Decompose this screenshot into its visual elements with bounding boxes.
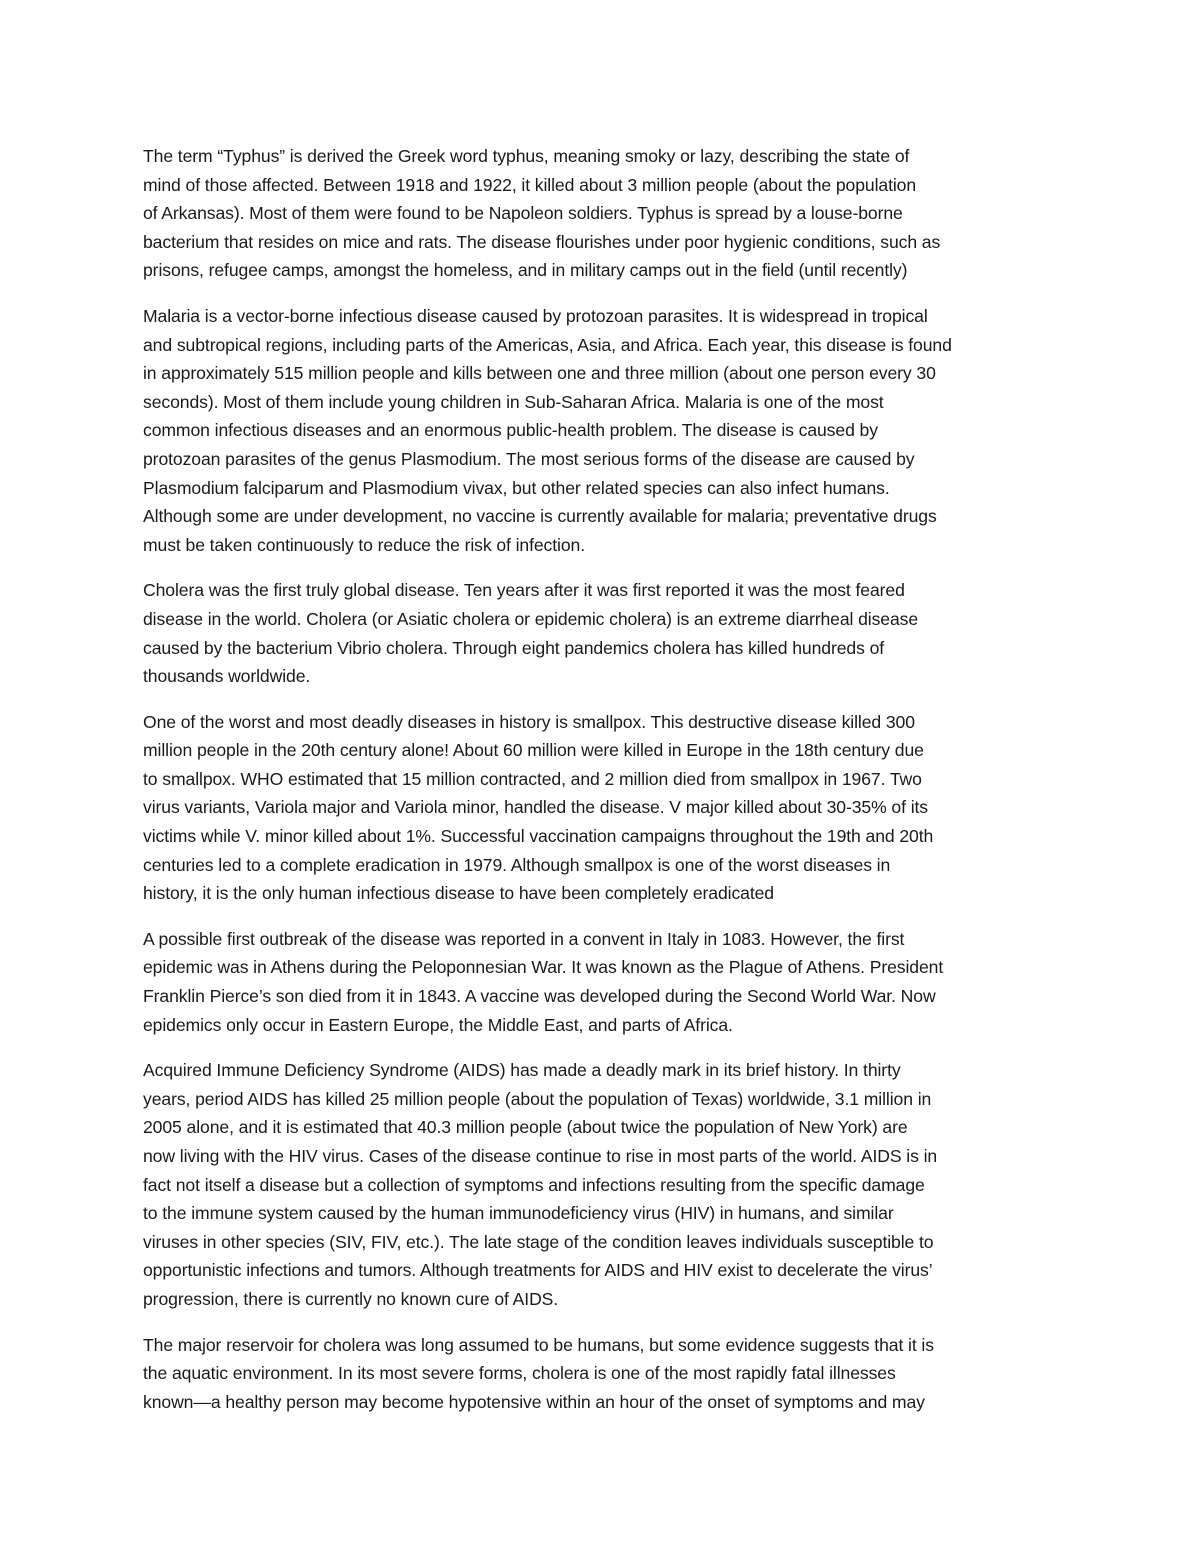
text-line: protozoan parasites of the genus Plasmodium. The most serious forms of the disease are caused by bbox=[143, 448, 915, 469]
text-line: Malaria is a vector-borne infectious disease caused by protozoan parasites. It is widespread in tropical bbox=[143, 305, 928, 326]
text-line: opportunistic infections and tumors. Although treatments for AIDS and HIV exist to decelerate the virus’ bbox=[143, 1260, 933, 1281]
text-line: victims while V. minor killed about 1%. Successful vaccination campaigns throughout the 19th and 20th bbox=[143, 826, 934, 847]
text-line: common infectious diseases and an enormous public-health problem. The disease is caused by bbox=[143, 420, 878, 441]
text-line: progression, there is currently no known cure of AIDS. bbox=[143, 1288, 559, 1309]
text-line: 2005 alone, and it is estimated that 40.3 million people (about twice the population of New York) are bbox=[143, 1117, 908, 1138]
text-line: of Arkansas). Most of them were found to be Napoleon soldiers. Typhus is spread by a louse-borne bbox=[143, 203, 903, 224]
text-line: prisons, refugee camps, amongst the homeless, and in military camps out in the field (until recently) bbox=[143, 260, 908, 281]
paragraph-malaria bbox=[143, 302, 1055, 559]
text-line: years, period AIDS has killed 25 million people (about the population of Texas) worldwide, 3.1 million in bbox=[143, 1088, 932, 1109]
text-line: history, it is the only human infectious disease to have been completely eradicated bbox=[143, 883, 774, 904]
paragraph-typhus bbox=[143, 142, 1055, 285]
text-line: Plasmodium falciparum and Plasmodium vivax, but other related species can also infect humans. bbox=[143, 477, 890, 498]
text-line: The term “Typhus” is derived the Greek word typhus, meaning smoky or lazy, describing the state of bbox=[143, 146, 910, 166]
text-line: disease in the world. Cholera (or Asiatic cholera or epidemic cholera) is an extreme diarrheal disease bbox=[143, 608, 919, 629]
text-line: viruses in other species (SIV, FIV, etc.). The late stage of the condition leaves individuals susceptible to bbox=[143, 1231, 934, 1252]
text-line: million people in the 20th century alone! About 60 million were killed in Europe in the 18th century due bbox=[143, 740, 924, 761]
text-line: thousands worldwide. bbox=[143, 666, 311, 687]
text-line: virus variants, Variola major and Variola minor, handled the disease. V major killed about 30-35% of its bbox=[143, 797, 928, 818]
text-line: One of the worst and most deadly diseases in history is smallpox. This destructive disease killed 300 bbox=[143, 711, 915, 732]
paragraph-cholera-reservoir bbox=[143, 1331, 1055, 1417]
text-line: now living with the HIV virus. Cases of the disease continue to rise in most parts of the world. AIDS is in bbox=[143, 1146, 938, 1166]
text-line: the aquatic environment. In its most severe forms, cholera is one of the most rapidly fatal illnesses bbox=[143, 1363, 896, 1384]
text-line: to smallpox. WHO estimated that 15 million contracted, and 2 million died from smallpox in 1967. Two bbox=[143, 768, 922, 789]
text-line: mind of those affected. Between 1918 and 1922, it killed about 3 million people (about the population bbox=[143, 174, 917, 195]
text-line: to the immune system caused by the human immunodeficiency virus (HIV) in humans, and similar bbox=[143, 1203, 894, 1224]
document-body bbox=[143, 142, 1055, 1433]
text-line: fact not itself a disease but a collection of symptoms and infections resulting from the specific damage bbox=[143, 1174, 925, 1195]
paragraph-smallpox bbox=[143, 708, 1055, 908]
text-line: epidemic was in Athens during the Peloponnesian War. It was known as the Plague of Athens. President bbox=[143, 957, 944, 978]
text-line: seconds). Most of them include young children in Sub-Saharan Africa. Malaria is one of the most bbox=[143, 391, 884, 412]
text-line: and subtropical regions, including parts of the Americas, Asia, and Africa. Each year, this disease is found bbox=[143, 334, 952, 355]
text-line: in approximately 515 million people and kills between one and three million (about one person every 30 bbox=[143, 363, 936, 384]
text-line: epidemics only occur in Eastern Europe, the Middle East, and parts of Africa. bbox=[143, 1014, 733, 1035]
paragraph-plague-of-athens bbox=[143, 925, 1055, 1039]
text-line: Acquired Immune Deficiency Syndrome (AIDS) has made a deadly mark in its brief history. In thirty bbox=[143, 1060, 901, 1081]
text-line: must be taken continuously to reduce the risk of infection. bbox=[143, 534, 586, 555]
text-line: Although some are under development, no vaccine is currently available for malaria; preventative drugs bbox=[143, 506, 937, 527]
text-line: caused by the bacterium Vibrio cholera. Through eight pandemics cholera has killed hundreds of bbox=[143, 637, 885, 658]
text-line: bacterium that resides on mice and rats. The disease flourishes under poor hygienic conditions, such as bbox=[143, 231, 941, 252]
paragraph-aids bbox=[143, 1056, 1055, 1313]
text-line: The major reservoir for cholera was long assumed to be humans, but some evidence suggests that it is bbox=[143, 1334, 934, 1355]
text-line: known—a healthy person may become hypotensive within an hour of the onset of symptoms and may bbox=[143, 1391, 925, 1412]
text-line: A possible first outbreak of the disease was reported in a convent in Italy in 1083. However, the first bbox=[143, 928, 905, 949]
text-line: Cholera was the first truly global disease. Ten years after it was first reported it was the most feared bbox=[143, 580, 905, 601]
paragraph-cholera bbox=[143, 576, 1055, 690]
text-line: Franklin Pierce’s son died from it in 1843. A vaccine was developed during the Second World War. Now bbox=[143, 986, 936, 1007]
text-line: centuries led to a complete eradication in 1979. Although smallpox is one of the worst diseases in bbox=[143, 854, 891, 875]
